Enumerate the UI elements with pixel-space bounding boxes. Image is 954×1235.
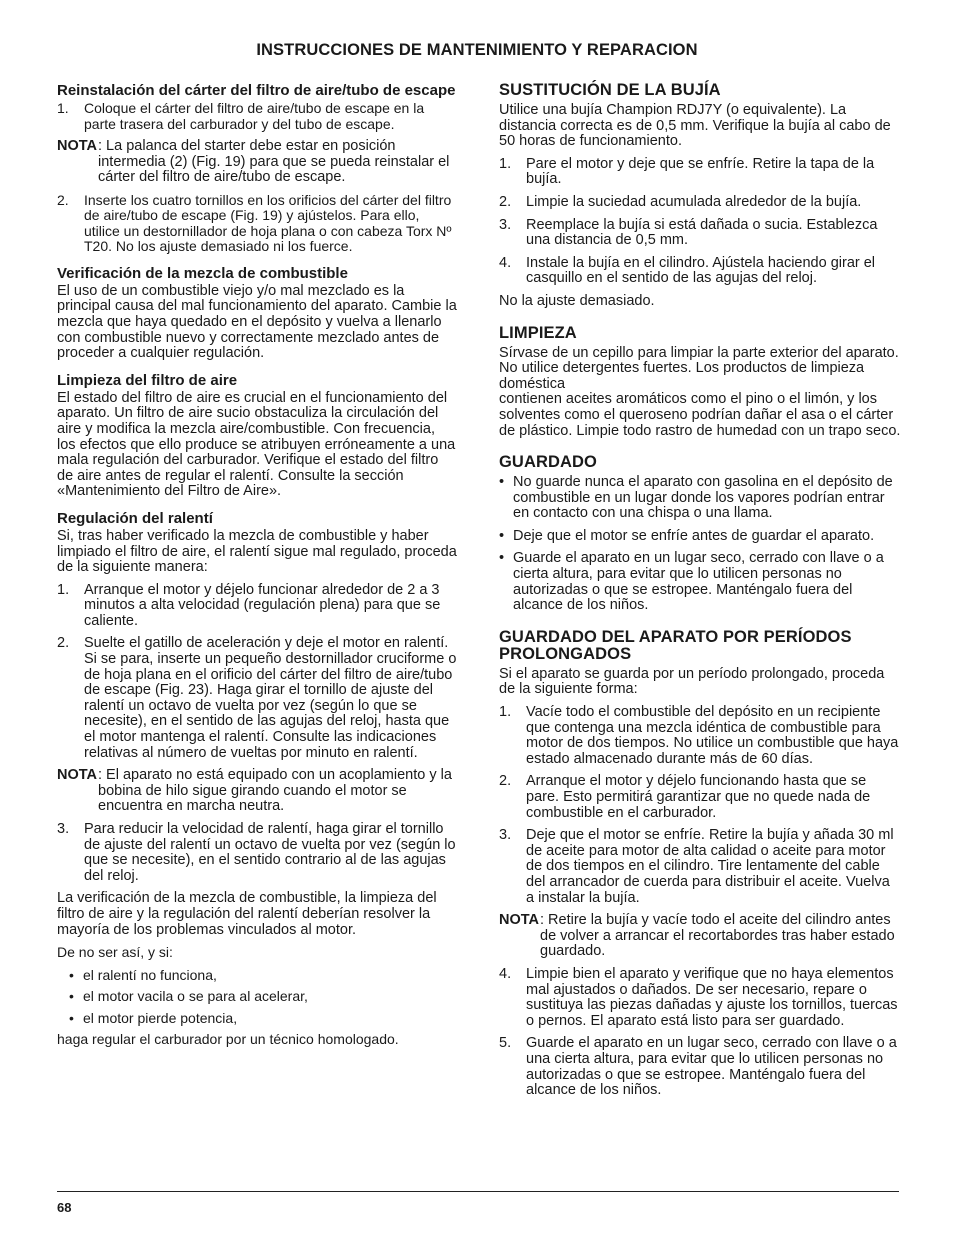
ralenti-note	[57, 768, 457, 815]
step-text: Reemplace la bujía si está dañada o sucia. Establezca una distancia de 0,5 mm.	[526, 216, 878, 249]
bullet-text: Deje que el motor se enfríe antes de guardar el aparato.	[513, 527, 875, 544]
verificacion-heading: Verificación de la mezcla de combustible	[57, 264, 348, 282]
note-text: : Retire la bujía y vacíe todo el aceite del cilindro antes de volver a arrancar el recortabordes tras haber estado guardado.	[540, 912, 895, 960]
step-text: Pare el motor y deje que se enfríe. Retire la tapa de la bujía.	[526, 155, 875, 188]
limpieza-text-1: Sírvase de un cepillo para limpiar la parte exterior del aparato. No utilice detergentes fuertes. Los productos de limpieza doméstica	[499, 344, 899, 392]
step-number: 5.	[499, 1035, 512, 1052]
step-number: 1.	[499, 155, 512, 172]
left-column	[57, 82, 457, 1055]
step-number: 1.	[57, 100, 69, 116]
step-text: Vacíe todo el combustible del depósito en un recipiente que contenga una mezcla idéntica de combustible para motor de dos tiempos. No utilice un combustible que haya estado almacenado durante más de 60 días.	[526, 704, 899, 767]
prolongado-heading: GUARDADO DEL APARATO POR PERÍODOS PROLONGADOS	[499, 627, 852, 663]
note-label: NOTA	[57, 138, 98, 154]
step-text: Coloque el cárter del filtro de aire/tubo de escape en la parte trasera del carburador y del tubo de escape.	[84, 100, 425, 132]
ralenti-heading: Regulación del ralentí	[57, 509, 213, 527]
bujia-step-1	[499, 157, 901, 188]
prolongado-step-3	[499, 828, 901, 906]
ralenti-if-not: De no ser así, y si:	[57, 944, 173, 961]
bujia-step-4	[499, 256, 901, 287]
ralenti-intro: Si, tras haber verificado la mezcla de combustible y haber limpiado el filtro de aire, el ralentí sigue mal regulado, proceda de la siguiente manera:	[57, 527, 457, 576]
prolongado-step-2	[499, 774, 901, 821]
section-limpieza-filtro	[57, 372, 457, 500]
right-column	[499, 82, 901, 1106]
step-text: Arranque el motor y déjelo funcionar alrededor de 2 a 3 minutos a alta velocidad (regulación plena) para que se caliente.	[84, 581, 441, 629]
step-text: Instale la bujía en el cilindro. Ajústela haciendo girar el casquillo en el sentido de las agujas del reloj.	[526, 254, 876, 287]
step-number: 3.	[499, 216, 512, 233]
verificacion-text: El uso de un combustible viejo y/o mal mezclado es la principal causa del mal funcionamiento del aparato. Cambie la mezcla que haya quedado en el depósito y vuelva a llenarlo con combustible nuevo y correctamente mezclado antes de proceder a cualquier regulación.	[57, 282, 457, 362]
ralenti-step-2	[57, 636, 457, 761]
step-text: Inserte los cuatro tornillos en los orificios del cárter del filtro de aire/tubo de escape (Fig. 19) y ajústelos. Para ello, utilice un destornillador de hoja plana o con cabeza Torx Nº T20. No los ajuste demasiado ni los fuerce.	[84, 191, 452, 255]
section-limpieza	[499, 325, 901, 440]
ralenti-bullet	[57, 1011, 457, 1027]
bujia-heading: SUSTITUCIÓN DE LA BUJÍA	[499, 81, 721, 99]
ralenti-bullet	[57, 989, 457, 1005]
section-guardado	[499, 454, 901, 614]
guardado-bullet	[499, 529, 901, 545]
footer-divider	[57, 1191, 899, 1192]
reinstalacion-step-2	[57, 193, 457, 255]
step-number: 2.	[499, 773, 512, 790]
step-text: Limpie bien el aparato y verifique que no haya elementos mal ajustados o dañados. De ser necesario, repare o sustituya las piezas dañadas y ajuste los tornillos, tuercas o pernos. El aparato está listo para ser guardado.	[526, 965, 898, 1029]
step-text: Para reducir la velocidad de ralentí, haga girar el tornillo de ajuste del ralentí un octavo de vuelta por vez (según lo que se necesite), en el sentido contrario al de las agujas del reloj.	[84, 821, 456, 884]
limpieza-filtro-heading: Limpieza del filtro de aire	[57, 371, 238, 389]
bujia-step-3	[499, 218, 901, 249]
bullet-marker: •	[499, 527, 505, 544]
reinstalacion-heading: Reinstalación del cárter del filtro de aire/tubo de escape	[57, 82, 456, 99]
note-label: NOTA	[499, 912, 540, 929]
reinstalacion-note	[57, 139, 457, 186]
bullet-text: el motor pierde potencia,	[83, 1009, 238, 1026]
section-guardado-prolongado	[499, 629, 901, 1099]
step-number: 1.	[499, 704, 512, 721]
bullet-marker: •	[69, 1009, 74, 1026]
bujia-intro: Utilice una bujía Champion RDJ7Y (o equivalente). La distancia correcta es de 0,5 mm. Verifique la bujía al cabo de 50 horas de funcionamiento.	[499, 102, 891, 150]
guardado-bullet	[499, 475, 901, 522]
ralenti-bullet	[57, 968, 457, 984]
page-title: INSTRUCCIONES DE MANTENIMIENTO Y REPARACION	[256, 41, 698, 59]
bujia-step-2	[499, 195, 901, 211]
bullet-text: el ralentí no funciona,	[83, 966, 217, 983]
bullet-marker: •	[69, 966, 74, 983]
step-number: 2.	[57, 635, 70, 652]
section-bujia	[499, 82, 901, 310]
bullet-text: el motor vacila o se para al acelerar,	[83, 988, 308, 1005]
prolongado-note	[499, 913, 901, 960]
step-text: Suelte el gatillo de aceleración y deje el motor en ralentí. Si se para, inserte un pequeño destornillador cruciforme o de hoja plana en el orificio del cárter del filtro de aire/tubo de escape (Fig. 23). Haga girar el tornillo de ajuste del ralentí un octavo de vuelta por vez (según lo que se necesite), en el sentido de las agujas del reloj, hasta que el motor mantenga el ralentí. Consulte las indicaciones relativas al número de vueltas por minuto en ralentí.	[84, 635, 457, 761]
reinstalacion-step-1	[57, 101, 457, 132]
ralenti-closing: haga regular el carburador por un técnico homologado.	[57, 1031, 399, 1048]
bullet-text: No guarde nunca el aparato con gasolina en el depósito de combustible en un lugar donde los vapores podrían entrar en contacto con una chispa o una llama.	[513, 474, 893, 522]
step-number: 3.	[57, 821, 70, 837]
step-text: Deje que el motor se enfríe. Retire la bujía y añada 30 ml de aceite para motor de alta calidad o aceite para motor de dos tiempos en el cilindro. Tire lentamente del cable del arrancador de cuerda para distribuir el aceite. Vuelva a instalar la bujía.	[526, 827, 894, 906]
step-number: 2.	[499, 193, 512, 210]
step-text: Guarde el aparato en un lugar seco, cerrado con llave o a una cierta altura, para evitar que lo utilicen personas no autorizadas o que se estropee. Manténgalo fuera del alcance de los niños.	[526, 1035, 897, 1099]
limpieza-filtro-text: El estado del filtro de aire es crucial en el funcionamiento del aparato. Un filtro de aire sucio obstaculiza la circulación del aire y modifica la mezcla aire/combustible. Con frecuencia, los efectos que ello produce se atribuyen erróneamente a una mala regulación del carburador. Verifique el estado del filtro de aire antes de regular el ralentí. Consulte la sección «Mantenimiento del Filtro de Aire».	[57, 389, 456, 500]
section-verificacion	[57, 265, 457, 362]
step-number: 4.	[499, 254, 512, 271]
section-reinstalacion	[57, 82, 457, 255]
prolongado-step-1	[499, 705, 901, 767]
prolongado-intro: Si el aparato se guarda por un período prolongado, proceda de la siguiente forma:	[499, 665, 885, 698]
page-number: 68	[57, 1200, 72, 1215]
section-ralenti	[57, 510, 457, 1048]
note-text: : La palanca del starter debe estar en posición intermedia (2) (Fig. 19) para que se pueda reinstalar el cárter del filtro de aire/tubo de escape.	[98, 138, 450, 186]
prolongado-step-4	[499, 967, 901, 1029]
step-number: 1.	[57, 581, 70, 598]
note-label: NOTA	[57, 767, 98, 784]
bujia-closing: No la ajuste demasiado.	[499, 292, 655, 309]
step-text: Limpie la suciedad acumulada alrededor de la bujía.	[526, 193, 862, 210]
bullet-text: Guarde el aparato en un lugar seco, cerrado con llave o a cierta altura, para evitar que lo utilicen personas no autorizadas o que se estropee. Manténgalo fuera del alcance de los niños.	[513, 550, 884, 614]
limpieza-heading: LIMPIEZA	[499, 323, 577, 342]
bullet-marker: •	[69, 988, 74, 1005]
ralenti-step-1	[57, 583, 457, 630]
step-number: 2.	[57, 191, 69, 208]
note-text: : El aparato no está equipado con un acoplamiento y la bobina de hilo sigue girando cuando el motor se encuentra en marcha neutra.	[98, 767, 452, 815]
guardado-heading: GUARDADO	[499, 453, 597, 472]
bullet-marker: •	[499, 550, 505, 567]
bullet-marker: •	[499, 474, 505, 491]
step-text: Arranque el motor y déjelo funcionando hasta que se pare. Esto permitirá garantizar que no quede nada de combustible en el carburador.	[526, 773, 871, 821]
guardado-bullet	[499, 551, 901, 613]
ralenti-step-3	[57, 822, 457, 884]
step-number: 3.	[499, 827, 512, 844]
step-number: 4.	[499, 965, 512, 982]
prolongado-step-5	[499, 1036, 901, 1098]
ralenti-summary: La verificación de la mezcla de combustible, la limpieza del filtro de aire y la regulación del ralentí deberían resolver la mayoría de los problemas vinculados al motor.	[57, 890, 437, 938]
limpieza-text-2: contienen aceites aromáticos como el pino o el limón, y los solventes como el queroseno podrían dañar el asa o el cárter de plástico. Limpie todo rastro de humedad con un trapo seco.	[499, 391, 901, 439]
